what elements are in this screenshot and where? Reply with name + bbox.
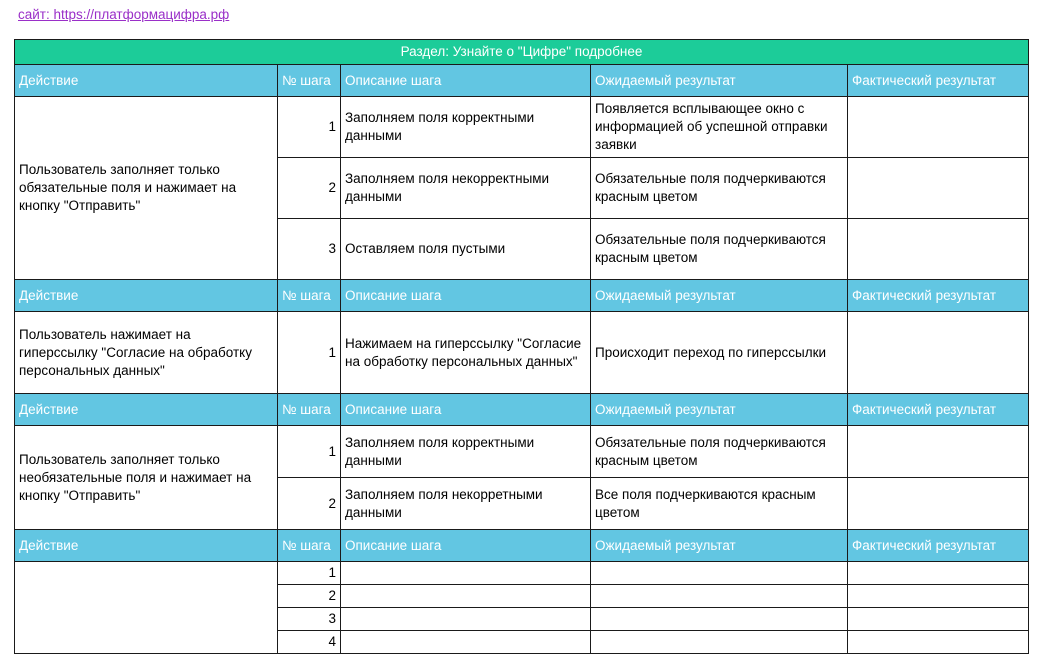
- header-step-no[interactable]: № шага: [278, 394, 341, 426]
- expected-cell[interactable]: Происходит переход по гиперссылки: [591, 312, 848, 394]
- action-cell[interactable]: [15, 562, 278, 654]
- step-desc-cell[interactable]: Заполняем поля корректными данными: [341, 426, 591, 478]
- step-number-cell[interactable]: 1: [278, 562, 341, 585]
- actual-cell[interactable]: [848, 585, 1029, 608]
- header-step-desc[interactable]: Описание шага: [341, 530, 591, 562]
- actual-cell[interactable]: [848, 219, 1029, 280]
- action-cell[interactable]: Пользователь заполняет только необязательные поля и нажимает на кнопку "Отправить": [15, 426, 278, 530]
- header-expected[interactable]: Ожидаемый результат: [591, 530, 848, 562]
- step-desc-cell[interactable]: [341, 562, 591, 585]
- header-step-no[interactable]: № шага: [278, 280, 341, 312]
- expected-cell[interactable]: Обязательные поля подчеркиваются красным цветом: [591, 426, 848, 478]
- step-desc-cell[interactable]: [341, 608, 591, 631]
- header-row: [15, 530, 1029, 562]
- header-step-desc[interactable]: Описание шага: [341, 394, 591, 426]
- expected-cell[interactable]: Появляется всплывающее окно с информацией об успешной отправки заявки: [591, 97, 848, 158]
- header-expected[interactable]: Ожидаемый результат: [591, 280, 848, 312]
- actual-cell[interactable]: [848, 97, 1029, 158]
- expected-cell[interactable]: Обязательные поля подчеркиваются красным цветом: [591, 158, 848, 219]
- header-row: [15, 65, 1029, 97]
- step-number-cell[interactable]: 2: [278, 158, 341, 219]
- header-action[interactable]: Действие: [15, 530, 278, 562]
- header-actual[interactable]: Фактический результат: [848, 530, 1029, 562]
- header-step-desc[interactable]: Описание шага: [341, 280, 591, 312]
- actual-cell[interactable]: [848, 562, 1029, 585]
- step-desc-cell[interactable]: Оставляем поля пустыми: [341, 219, 591, 280]
- actual-cell[interactable]: [848, 426, 1029, 478]
- step-number-cell[interactable]: 4: [278, 631, 341, 654]
- step-desc-cell[interactable]: [341, 585, 591, 608]
- step-number-cell[interactable]: 1: [278, 426, 341, 478]
- actual-cell[interactable]: [848, 608, 1029, 631]
- step-number-cell[interactable]: 1: [278, 97, 341, 158]
- table-row: [15, 562, 1029, 585]
- step-desc-cell[interactable]: Заполняем поля некорретными данными: [341, 478, 591, 530]
- header-action[interactable]: Действие: [15, 65, 278, 97]
- step-number-cell[interactable]: 2: [278, 585, 341, 608]
- site-link[interactable]: сайт: https://платформацифра.рф: [18, 7, 230, 22]
- actual-cell[interactable]: [848, 312, 1029, 394]
- header-actual[interactable]: Фактический результат: [848, 280, 1029, 312]
- section-title[interactable]: Раздел: Узнайте о "Цифре" подробнее: [15, 40, 1029, 65]
- header-action[interactable]: Действие: [15, 394, 278, 426]
- step-number-cell[interactable]: 3: [278, 608, 341, 631]
- action-cell[interactable]: Пользователь заполняет только обязательные поля и нажимает на кнопку "Отправить": [15, 97, 278, 280]
- header-expected[interactable]: Ожидаемый результат: [591, 394, 848, 426]
- actual-cell[interactable]: [848, 478, 1029, 530]
- table-row: [15, 426, 1029, 478]
- expected-cell[interactable]: [591, 608, 848, 631]
- actual-cell[interactable]: [848, 631, 1029, 654]
- header-expected[interactable]: Ожидаемый результат: [591, 65, 848, 97]
- header-step-no[interactable]: № шага: [278, 65, 341, 97]
- header-row: [15, 394, 1029, 426]
- step-number-cell[interactable]: 1: [278, 312, 341, 394]
- actual-cell[interactable]: [848, 158, 1029, 219]
- step-desc-cell[interactable]: Заполняем поля корректными данными: [341, 97, 591, 158]
- expected-cell[interactable]: [591, 562, 848, 585]
- section-title-row: [15, 40, 1029, 65]
- step-desc-cell[interactable]: Нажимаем на гиперссылку "Согласие на обработку персональных данных": [341, 312, 591, 394]
- header-step-no[interactable]: № шага: [278, 530, 341, 562]
- test-case-table: [14, 39, 1029, 654]
- header-step-desc[interactable]: Описание шага: [341, 65, 591, 97]
- step-number-cell[interactable]: 3: [278, 219, 341, 280]
- header-actual[interactable]: Фактический результат: [848, 65, 1029, 97]
- expected-cell[interactable]: Обязательные поля подчеркиваются красным цветом: [591, 219, 848, 280]
- step-desc-cell[interactable]: [341, 631, 591, 654]
- header-row: [15, 280, 1029, 312]
- action-cell[interactable]: Пользователь нажимает на гиперссылку "Согласие на обработку персональных данных": [15, 312, 278, 394]
- table-row: [15, 97, 1029, 158]
- header-actual[interactable]: Фактический результат: [848, 394, 1029, 426]
- step-number-cell[interactable]: 2: [278, 478, 341, 530]
- step-desc-cell[interactable]: Заполняем поля некорректными данными: [341, 158, 591, 219]
- expected-cell[interactable]: Все поля подчеркиваются красным цветом: [591, 478, 848, 530]
- header-action[interactable]: Действие: [15, 280, 278, 312]
- table-row: [15, 312, 1029, 394]
- expected-cell[interactable]: [591, 631, 848, 654]
- expected-cell[interactable]: [591, 585, 848, 608]
